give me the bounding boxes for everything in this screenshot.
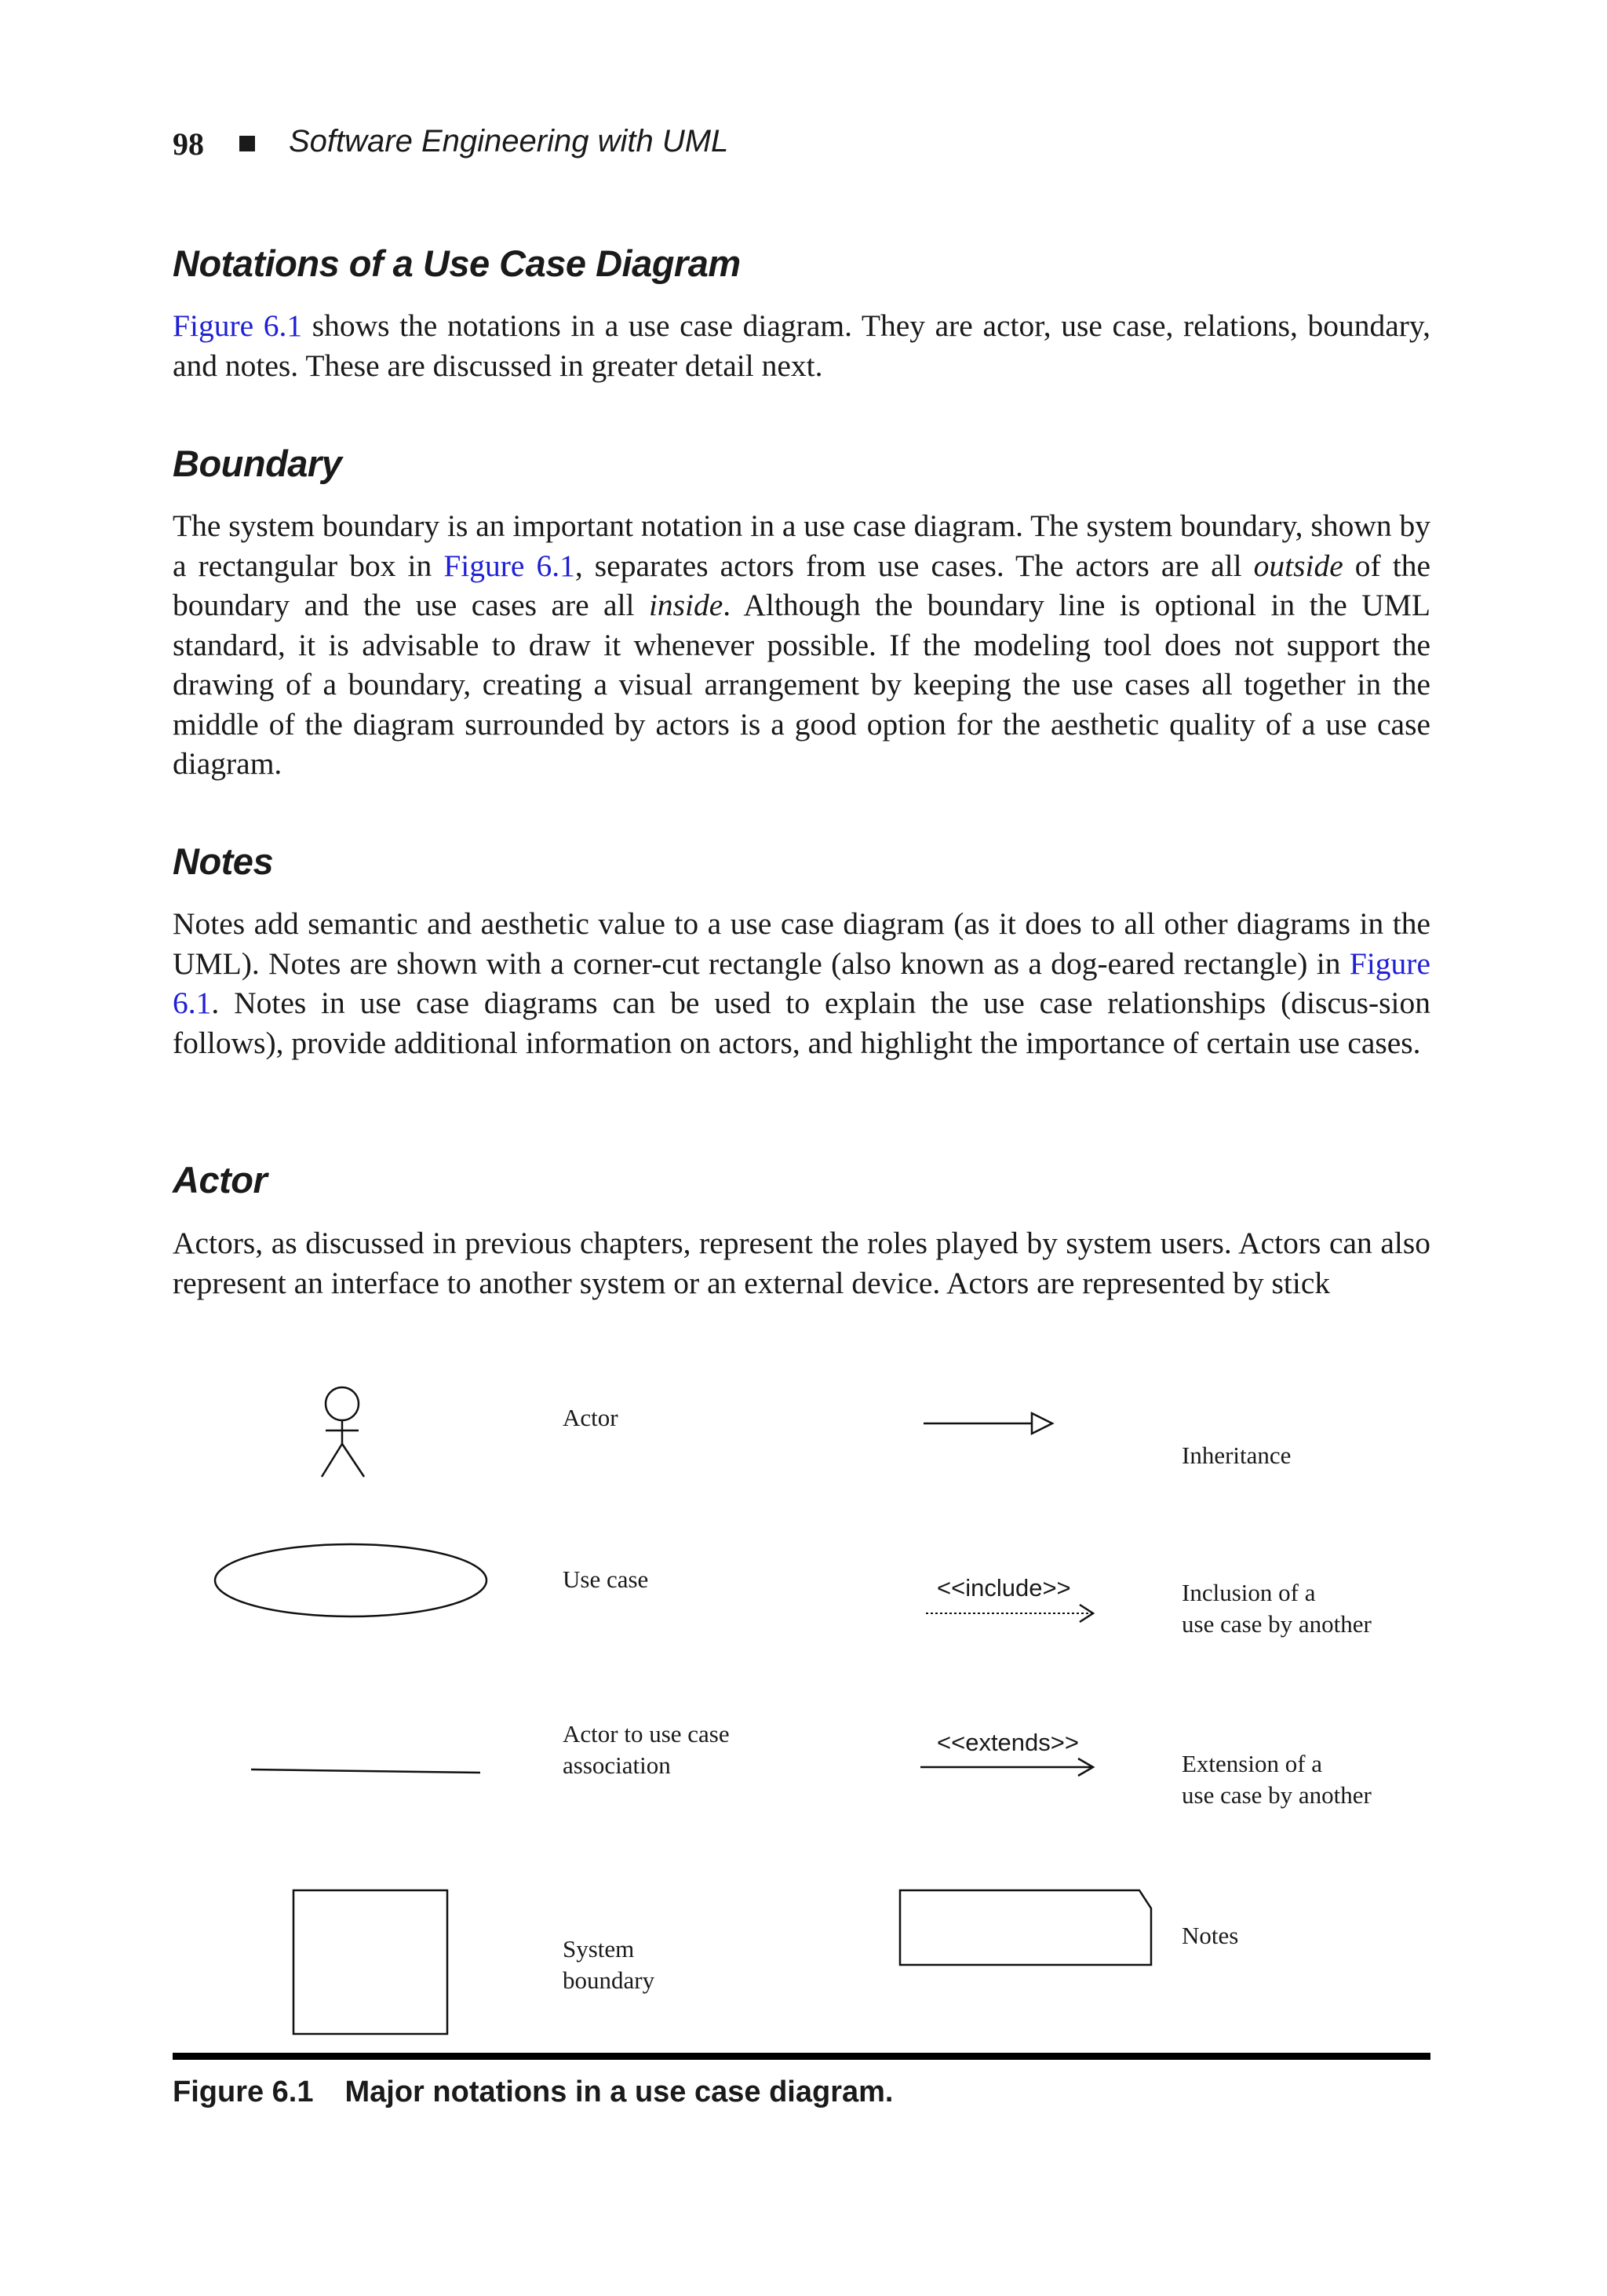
label-system-boundary: System boundary xyxy=(563,1935,655,1994)
paragraph-notations: Figure 6.1 shows the notations in a use case diagram. They are actor, use case, relations, boundary, and notes. These are discussed in greater detail next. xyxy=(173,308,1430,383)
figure-link[interactable]: Figure 6.1 xyxy=(443,548,575,583)
paragraph-boundary: The system boundary is an important notation in a use case diagram. The system boundary, shown by a rectangular box in Figure 6.1, separates actors from use cases. The actors are all outside of the boundary and the use cases are all inside. Although the boundary line is optional in the UML standard, it is advisable to draw it whenever possible. If the modeling tool does not support the drawing of a boundary, creating a visual arrangement by keeping the use cases all together in the middle of the diagram surrounded by actors is a good option for the aesthetic quality of a use case diagram. xyxy=(173,508,1430,781)
association-line-icon xyxy=(251,1769,480,1773)
figure-caption xyxy=(173,2076,924,2109)
figure-link[interactable]: Figure 6.1 xyxy=(173,946,1430,1020)
label-association: Actor to use case association xyxy=(563,1720,730,1779)
page-number: 98 xyxy=(173,126,204,162)
label-notes: Notes xyxy=(1182,1922,1239,1949)
caption-text: Major notations in a use case diagram. xyxy=(344,2076,894,2108)
caption-number: Figure 6.1 xyxy=(173,2076,314,2108)
extends-arrow-icon xyxy=(920,1758,1093,1776)
section-heading-actor: Actor xyxy=(173,1159,268,1201)
figure-rule xyxy=(173,2053,1430,2060)
include-dotted-arrow-icon xyxy=(926,1605,1093,1622)
use-case-ellipse-icon xyxy=(215,1544,486,1616)
label-inheritance: Inheritance xyxy=(1182,1441,1292,1469)
label-use-case: Use case xyxy=(563,1565,649,1593)
stereotype-include: <<include>> xyxy=(937,1574,1071,1602)
figure-link[interactable]: Figure 6.1 xyxy=(173,308,303,343)
section-heading-boundary: Boundary xyxy=(173,443,342,484)
label-extension: Extension of a use case by another xyxy=(1182,1750,1372,1809)
actor-stick-figure-icon xyxy=(322,1387,364,1477)
note-dog-eared-rect-icon xyxy=(900,1890,1151,1965)
stereotype-extends: <<extends>> xyxy=(937,1729,1079,1756)
label-inclusion: Inclusion of a use case by another xyxy=(1182,1579,1372,1638)
paragraph-notes: Notes add semantic and aesthetic value to a use case diagram (as it does to all other diagrams in the UML). Notes are shown with a corner-cut rectangle (also known as a dog-eared rectangle) in Figure 6.1. Notes in use case diagrams can be used to explain the use case relationships (discus-sion follows), provide additional information on actors, and highlight the importance of certain use cases. xyxy=(173,906,1430,1060)
section-heading-notations: Notations of a Use Case Diagram xyxy=(173,242,741,284)
section-heading-notes: Notes xyxy=(173,840,274,882)
paragraph-actor: Actors, as discussed in previous chapters, represent the roles played by system users. Actors can also represent an interface to another system or an external device. Actors are represented by stick xyxy=(173,1226,1430,1300)
system-boundary-rect-icon xyxy=(293,1890,447,2034)
inheritance-arrow-icon xyxy=(924,1413,1052,1434)
running-title: Software Engineering with UML xyxy=(289,124,729,159)
label-actor: Actor xyxy=(563,1404,618,1431)
